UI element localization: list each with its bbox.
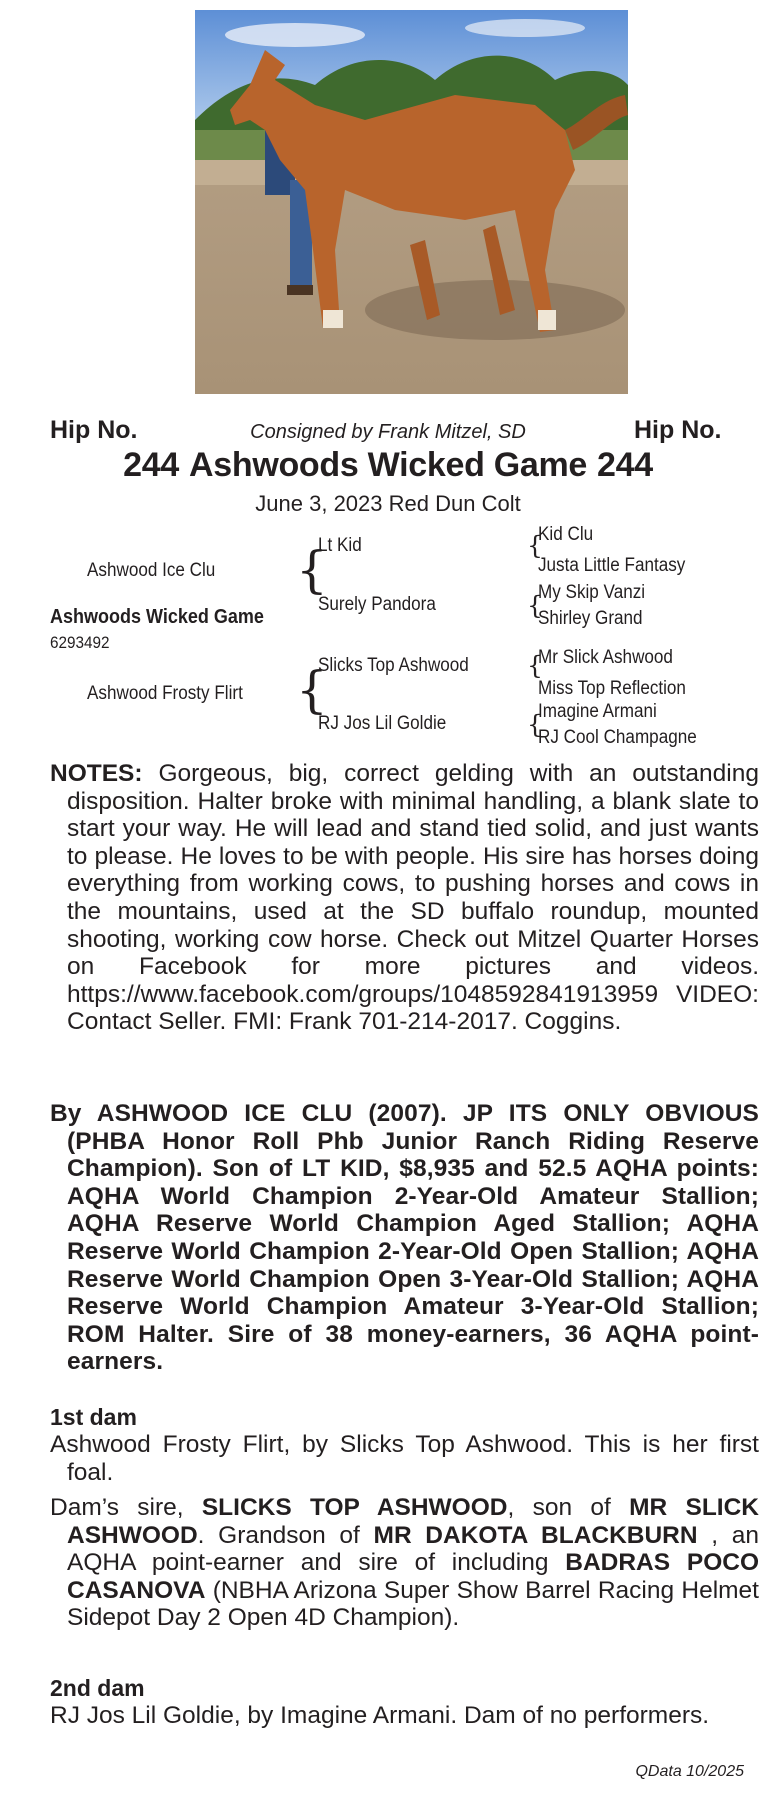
pedigree-dd-sire: Imagine Armani <box>538 701 657 722</box>
brace-icon: { <box>527 531 543 560</box>
brace-icon: { <box>296 541 328 599</box>
dams-sire-text: Dam’s sire, <box>50 1494 202 1521</box>
dams-sire-paragraph <box>50 1494 759 1632</box>
notes-section <box>50 760 759 1036</box>
pedigree-sire-sire: Lt Kid <box>318 535 362 556</box>
pedigree-ds-sire: Mr Slick Ashwood <box>538 647 673 668</box>
consignor: Consigned by Frank Mitzel, SD <box>250 421 526 443</box>
brace-icon: { <box>296 661 328 719</box>
pedigree-dam-sire: Slicks Top Ashwood <box>318 655 469 676</box>
registration-number: 6293492 <box>50 633 110 652</box>
pedigree-sd-sire: My Skip Vanzi <box>538 582 646 603</box>
pedigree-ss-dam: Justa Little Fantasy <box>538 555 686 576</box>
pedigree-ds-dam: Miss Top Reflection <box>538 678 686 699</box>
dams-sire-text: (NBHA Arizona Super Show Barrel Racing Helmet Sidepot Day 2 Open 4D Champion). <box>67 1576 759 1632</box>
horse-name: Ashwoods Wicked Game <box>188 446 588 484</box>
dams-sire-name: SLICKS TOP ASHWOOD <box>201 1494 508 1521</box>
grandsire-name: MR DAKOTA BLACKBURN <box>373 1521 698 1549</box>
notes-label: NOTES: <box>50 760 143 787</box>
hip-number-right: 244 <box>597 446 653 484</box>
hip-number-label-left: Hip No. <box>50 416 138 444</box>
hip-number-left: 244 <box>123 446 179 484</box>
pedigree-subject: Ashwoods Wicked Game <box>50 606 264 628</box>
pedigree-dd-dam: RJ Cool Champagne <box>538 727 697 748</box>
foaling-info: June 3, 2023 Red Dun Colt <box>255 491 521 516</box>
first-dam-heading: 1st dam <box>50 1404 137 1430</box>
brace-icon: { <box>527 651 543 680</box>
dams-sire-text: . Grandson of <box>197 1521 374 1549</box>
pedigree-ss-sire: Kid Clu <box>538 524 594 545</box>
sire-paragraph: By ASHWOOD ICE CLU (2007). JP ITS ONLY OBVIOUS (PHBA Honor Roll Phb Junior Ranch Riding Reserve Champion). Son of LT KID, $8,935 and 52.5 AQHA points: AQHA World Champion 2-Year-Old Amateur Stallion; AQHA Reserve World Champion Aged Stallion; AQHA Reserve World Champion 2-Year-Old Open Stallion; AQHA Reserve World Champion Open 3-Year-Old Stallion; AQHA Reserve World Champion Amateur 3-Year-Old Stallion; ROM Halter. Sire of 38 money-earners, 36 AQHA point-earners. <box>50 1100 759 1376</box>
pedigree-sire: Ashwood Ice Clu <box>87 560 216 581</box>
progeny-name: BADRAS POCO CASANOVA <box>67 1549 760 1604</box>
pedigree-dam-dam: RJ Jos Lil Goldie <box>318 713 447 734</box>
notes-text: Gorgeous, big, correct gelding with an outstanding disposition. Halter broke with minimal handling, a blank slate to start your way. He will lead and stand tied solid, and just wants to please. He loves to be with people. His sire has horses doing everything from working cows, to pushing horses and cows in the mountains, used at the SD buffalo roundup, mounted shooting, working cow horse. Check out Mitzel Quarter Horses on Facebook for more pictures and videos. https://www.facebook.com/groups/1048592841913959 VIDEO: Contact Seller. FMI: Frank 701-214-2017. Coggins. <box>67 760 759 1036</box>
first-dam-text: Ashwood Frosty Flirt, by Slicks Top Ashwood. This is her first foal. <box>50 1431 759 1486</box>
dams-sire-text: , son of <box>507 1494 630 1521</box>
pedigree-sire-dam: Surely Pandora <box>318 594 436 615</box>
pedigree-dam: Ashwood Frosty Flirt <box>87 683 243 704</box>
horse-photo <box>195 10 628 394</box>
lot-title <box>0 446 776 485</box>
brace-icon: { <box>527 710 543 739</box>
hip-number-label-right: Hip No. <box>634 416 722 444</box>
footer-credit: QData 10/2025 <box>635 1763 744 1780</box>
dams-sire-text: , an AQHA point-earner and sire of including <box>67 1521 759 1577</box>
dams-sire-sire-name: MR SLICK ASHWOOD <box>67 1494 759 1549</box>
pedigree-sd-dam: Shirley Grand <box>538 608 643 629</box>
second-dam-text: RJ Jos Lil Goldie, by Imagine Armani. Dam of no performers. <box>50 1702 710 1729</box>
brace-icon: { <box>527 591 543 620</box>
second-dam-heading: 2nd dam <box>50 1675 145 1701</box>
